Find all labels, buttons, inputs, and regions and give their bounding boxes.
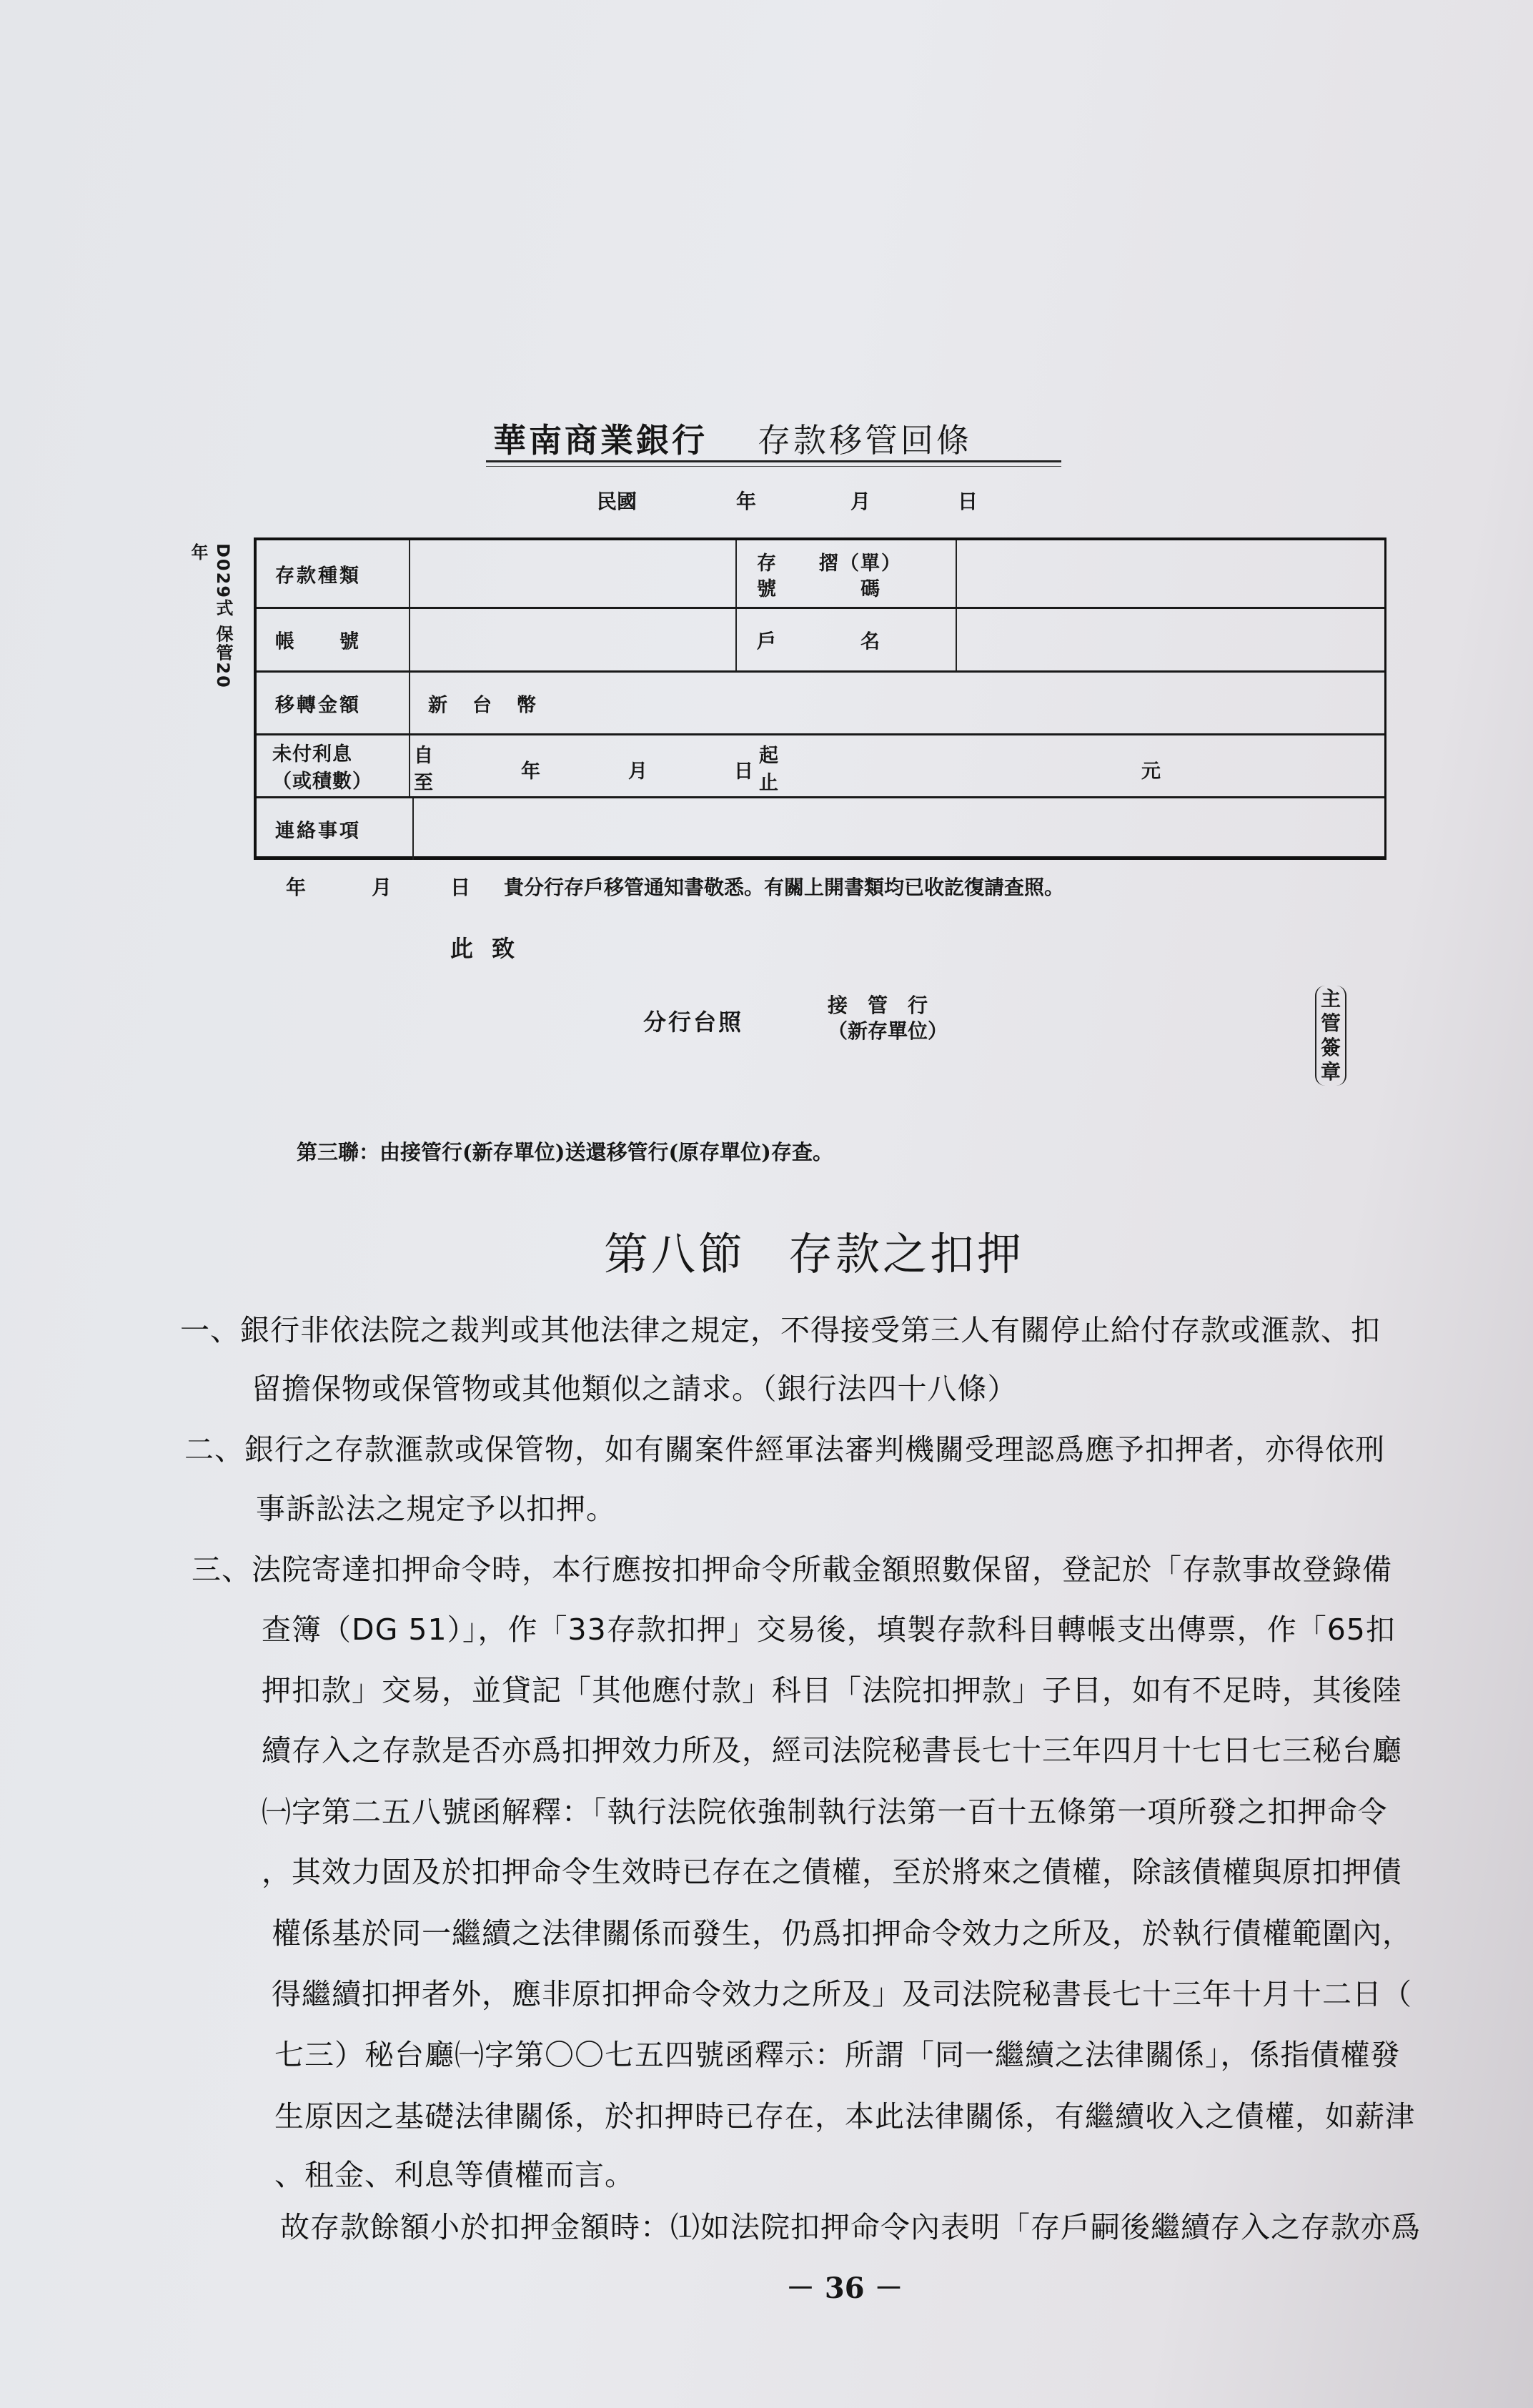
label-account-number: 帳 號 (275, 630, 361, 653)
date-day: 日 (958, 490, 978, 513)
notice-month: 月 (372, 876, 392, 899)
currency-ntd: 新 台 幣 (428, 694, 539, 716)
paragraph-1-line-2: 留擔保物或保管物或其他類似之請求。（銀行法四十八條） (252, 1372, 1018, 1406)
paragraph-1-line-1: 一、銀行非依法院之裁判或其他法律之規定，不得接受第三人有關停止給付存款或滙款、扣 (180, 1313, 1381, 1347)
receiver-branch: 接 管 行 (828, 994, 928, 1017)
paragraph-3-line-5: ㈠字第二五八號函解釋：「執行法院依強制執行法第一百十五條第一項所發之扣押命令 (262, 1795, 1388, 1829)
branch-salutation: 分行台照 (643, 1009, 744, 1036)
paragraph-3-line-8: 得繼續扣押者外，應非原扣押命令效力之所及」及司法院秘書長七十三年十月十二日（ (272, 1977, 1412, 2011)
label-yuan: 元 (1141, 760, 1161, 783)
paragraph-3-line-6: ，其效力固及於扣押命令生效時已存在之債權，至於將來之債權，除該債權與原扣押債 (262, 1855, 1402, 1889)
label-interest-year: 年 (521, 760, 540, 783)
notice-text: 貴分行存戶移管通知書敬悉。有關上開書類均已收訖復請查照。 (504, 876, 1065, 899)
label-interest-day: 日 (734, 760, 753, 783)
paragraph-3-line-3: 押扣款」交易，並貸記「其他應付款」科目「法院扣押款」子目，如有不足時，其後陸 (262, 1673, 1402, 1708)
form-table (254, 537, 1386, 860)
supervisor-stamp: 主管 簽章 (1315, 986, 1346, 1086)
form-row-account (257, 609, 1384, 673)
label-end: 止 (759, 772, 778, 794)
paragraph-3-line-4: 續存入之存款是否亦爲扣押效力所及，經司法院秘書長七十三年四月十七日七三秘台廳 (262, 1733, 1402, 1768)
label-from: 自 (414, 745, 433, 767)
label-passbook-number-top: 存 摺（單） (757, 553, 902, 575)
label-start: 起 (759, 745, 778, 767)
section-title: 存款之扣押 (788, 1228, 1025, 1280)
form-row-transfer-amount (257, 673, 1384, 735)
form-side-code: D029式 保管20年 (188, 543, 233, 689)
paragraph-3-line-2: 查簿（DG 51）」，作「33存款扣押」交易後，填製存款科目轉帳支出傳票，作「65扣 (262, 1612, 1396, 1647)
paragraph-2-line-1: 二、銀行之存款滙款或保管物，如有關案件經軍法審判機關受理認爲應予扣押者，亦得依刑 (184, 1432, 1385, 1467)
date-month: 月 (850, 490, 871, 513)
section-heading (604, 1219, 1024, 1282)
form-name: 存款移管回條 (758, 421, 972, 460)
paragraph-3-line-11: 、租金、利息等債權而言。 (274, 2158, 635, 2192)
notice-year: 年 (286, 876, 307, 899)
paragraph-3-line-9: 七三）秘台廳㈠字第〇〇七五四號函釋示：所謂「同一繼續之法律關係」，係指債權發 (274, 2038, 1401, 2072)
paragraph-3-line-12: 故存款餘額小於扣押金額時：⑴如法院扣押命令內表明「存戶嗣後繼續存入之存款亦爲 (280, 2210, 1421, 2244)
paragraph-3-line-7: 權係基於同一繼續之法律關係而發生，仍爲扣押命令效力之所及，於執行債權範圍內， (272, 1916, 1412, 1951)
label-transfer-amount: 移轉金額 (275, 694, 361, 716)
paragraph-3-line-1: 三、法院寄達扣押命令時，本行應按扣押命令所載金額照數保留，登記於「存款事故登錄備 (192, 1552, 1392, 1587)
title-underline (486, 460, 1061, 467)
page-number: － 36 － (786, 2271, 903, 2305)
label-account-name: 戶 名 (757, 630, 881, 653)
label-passbook-number-bottom: 號 碼 (757, 578, 881, 600)
label-interest-month: 月 (628, 760, 648, 783)
form-row-remarks (257, 798, 1384, 860)
paragraph-2-line-2: 事訴訟法之規定予以扣押。 (256, 1492, 616, 1526)
receiver-unit: （新存單位） (828, 1019, 948, 1043)
date-era: 民國 (597, 490, 637, 513)
label-unpaid-interest: 未付利息 (272, 743, 352, 765)
form-row-deposit-type (257, 540, 1384, 609)
label-remarks: 連絡事項 (275, 820, 361, 843)
form-closing: 此致 (450, 935, 534, 962)
form-row-unpaid-interest (257, 735, 1384, 798)
label-to: 至 (414, 772, 433, 794)
copy-note: 第三聯：由接管行(新存單位)送還移管行(原存單位)存查。 (297, 1140, 833, 1164)
date-year: 年 (736, 490, 757, 513)
form-title (493, 415, 1065, 465)
label-deposit-type: 存款種類 (275, 565, 361, 587)
section-number: 第八節 (604, 1228, 746, 1280)
notice-day: 日 (450, 876, 471, 899)
paragraph-3-line-10: 生原因之基礎法律關係，於扣押時已存在，本此法律關係，有繼續收入之債權，如薪津 (274, 2099, 1415, 2134)
label-or-product: （或積數） (272, 771, 372, 793)
bank-name: 華南商業銀行 (493, 421, 708, 460)
